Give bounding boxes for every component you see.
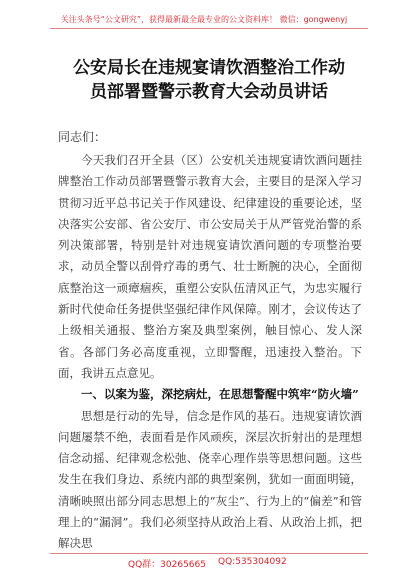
salutation: 同志们： [58, 130, 107, 144]
header-divider [50, 28, 368, 29]
paragraph-section-1: 思想是行动的先导，信念是作风的基石。违规宴请饮酒问题屡禁不绝，表面看是作风顽疾，深层次折射出的是理想信念动摇、纪律观念松弛、侥幸心理作祟等思想问题。这些发生在我们身边、系统内部的典型案例，犹如一面面明镜，清晰映照出部分同志思想上的“灰尘”、行为上的“偏差”和管理上的“漏洞”。我们必须坚持从政治上看、从政治上抓，把解决思 [58, 408, 362, 551]
footer-qq: QQ:535304092 [218, 557, 287, 567]
title-line-1: 公安局长在违规宴请饮酒整治工作动 [73, 58, 345, 78]
document-title [44, 56, 374, 104]
footer-qq-group: QQ群：30265665 [128, 560, 206, 570]
title-line-2: 员部署暨警示教育大会动员讲话 [90, 82, 328, 102]
document-body [58, 150, 362, 555]
footer-divider [50, 553, 368, 554]
section-heading-1: 一、以案为鉴，深挖病灶，在思想警醒中筑牢“防火墙” [81, 387, 359, 402]
header-banner: 关注头条号“公文研究”，获得最新最全最专业的公文资料库！ 微信：gongwenyj [60, 15, 348, 24]
paragraph-intro: 今天我们召开全县（区）公安机关违规宴请饮酒问题挂牌整治工作动员部署暨警示教育大会，主要目的是深入学习贯彻习近平总书记关于作风建设、纪律建设的重要论述，坚决落实公安部、省公安厅、市公安局关于从严管党治警的系列决策部署，特别是针对违规宴请饮酒问题的专项整治要求，动员全警以刮骨疗毒的勇气、壮士断腕的决心，全面彻底整治这一顽瘴痼疾，重塑公安队伍清风正气，为忠实履行新时代使命任务提供坚强纪律作风保障。刚才，会议传达了上级相关通报、整治方案及典型案例，触目惊心、发人深省。各部门务必高度重视，立即警醒，迅速投入整治。下面，我讲五点意见。 [58, 153, 362, 380]
